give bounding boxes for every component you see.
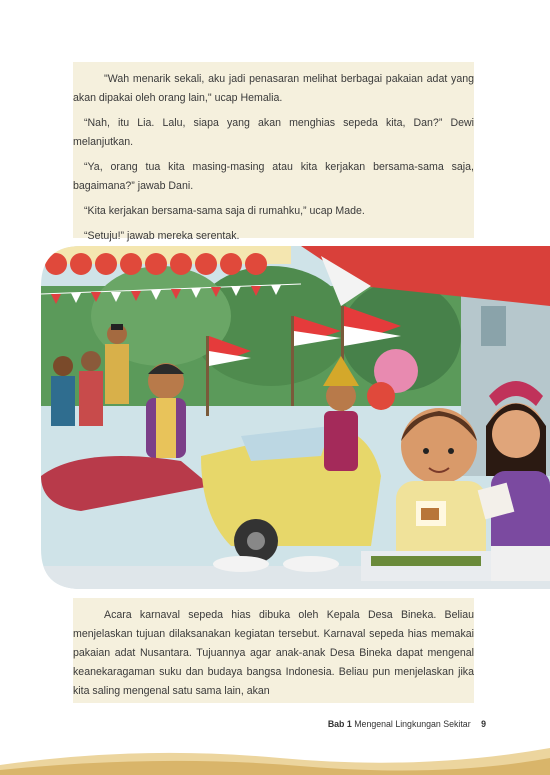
- paragraph-2: “Nah, itu Lia. Lalu, siapa yang akan menghias sepeda kita, Dan?” Dewi melanjutkan.: [73, 117, 474, 148]
- paragraph-5: “Setuju!” jawab mereka serentak.: [84, 230, 240, 242]
- paragraph-bottom: Acara karnaval sepeda hias dibuka oleh Kepala Desa Bineka. Beliau menjelaskan tujuan dilaksanakan kegiatan tersebut. Karnaval sepeda hias memakai pakaian adat Nusantara. Tujuannya agar anak-anak Desa Bineka dapat mengenal keanekaragaman suku dan budaya bangsa Indonesia. Beliau pun menjelaskan jika kita saling mengenal satu sama lain, akan: [73, 609, 474, 697]
- decorative-wave: [0, 740, 550, 775]
- paragraph-3: “Ya, orang tua kita masing-masing atau kita kerjakan bersama-sama saja, bagaimana?” jawab Dani.: [73, 161, 474, 192]
- footer-title: Mengenal Lingkungan Sekitar: [354, 719, 471, 729]
- page-footer: [328, 719, 486, 729]
- page-number: 9: [481, 719, 486, 729]
- top-text-box: [73, 62, 474, 242]
- bottom-text-box: [73, 598, 474, 703]
- carnival-illustration: [41, 246, 550, 589]
- footer-chapter: Bab 1: [327, 719, 352, 729]
- paragraph-4: “Kita kerjakan bersama-sama saja di rumahku,” ucap Made.: [84, 205, 365, 217]
- paragraph-1: "Wah menarik sekali, aku jadi penasaran melihat berbagai pakaian adat yang akan dipakai oleh orang lain," ucap Hemalia.: [73, 73, 474, 104]
